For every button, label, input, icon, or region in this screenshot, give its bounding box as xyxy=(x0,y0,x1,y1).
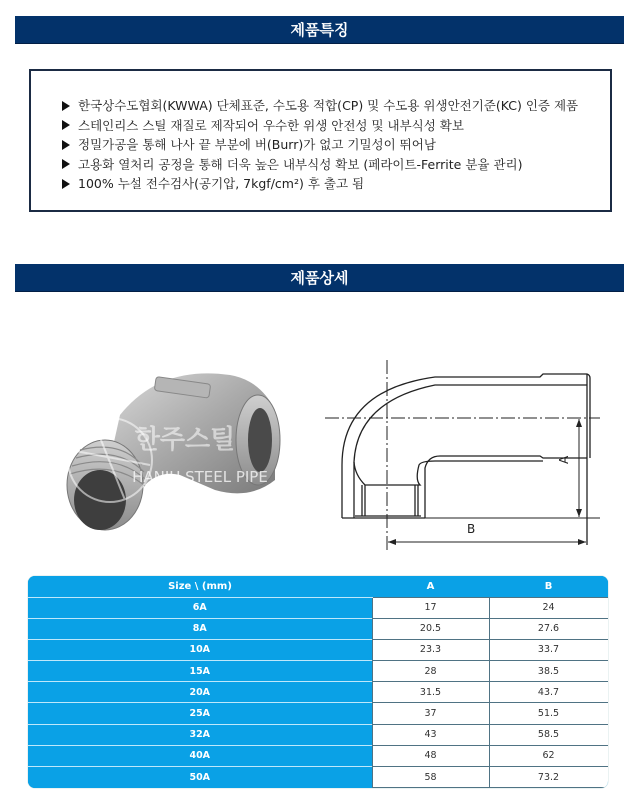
a-cell: 28 xyxy=(372,661,489,682)
dimension-table xyxy=(28,576,608,788)
elbow-dimension-drawing xyxy=(325,335,600,550)
a-cell: 37 xyxy=(372,703,489,724)
section-header-details xyxy=(15,264,624,292)
size-cell: 15A xyxy=(28,661,372,682)
street-elbow-image xyxy=(50,340,300,540)
feature-item xyxy=(62,155,578,175)
b-cell: 33.7 xyxy=(489,639,608,660)
feature-text: 한국상수도협회(KWWA) 단체표준, 수도용 적합(CP) 및 수도용 위생안전기준(KC) 인증 제품 xyxy=(78,98,579,113)
feature-text: 스테인리스 스틸 재질로 제작되어 우수한 위생 안전성 및 내부식성 확보 xyxy=(78,117,464,133)
dimension-label-a: A xyxy=(557,455,571,464)
triangle-bullet-icon xyxy=(62,179,70,189)
technical-drawing xyxy=(325,335,600,550)
watermark-text: HANJU STEEL PIPE xyxy=(132,468,268,486)
a-cell: 17 xyxy=(372,597,489,618)
feature-text: 100% 누설 전수검사(공기압, 7kgf/cm²) 후 출고 됨 xyxy=(78,176,365,191)
size-cell: 40A xyxy=(28,745,372,766)
triangle-bullet-icon xyxy=(62,140,70,150)
dimension-label-b: B xyxy=(467,522,476,536)
a-cell: 20.5 xyxy=(372,618,489,639)
a-cell: 23.3 xyxy=(372,639,489,660)
a-cell: 31.5 xyxy=(372,682,489,703)
b-cell: 27.6 xyxy=(489,618,608,639)
b-cell: 38.5 xyxy=(489,661,608,682)
table-row xyxy=(28,639,608,660)
table-header-row xyxy=(28,576,608,597)
feature-item xyxy=(62,116,578,136)
table-row xyxy=(28,703,608,724)
b-cell: 62 xyxy=(489,745,608,766)
section-title-details: 제품상세 xyxy=(290,269,349,287)
feature-text: 정밀가공을 통해 나사 끝 부분에 버(Burr)가 없고 기밀성이 뛰어남 xyxy=(78,137,436,152)
table-row xyxy=(28,661,608,682)
size-cell: 32A xyxy=(28,724,372,745)
features-list xyxy=(62,96,578,194)
table-row xyxy=(28,724,608,745)
a-cell: 43 xyxy=(372,724,489,745)
size-cell: 20A xyxy=(28,682,372,703)
size-cell: 10A xyxy=(28,639,372,660)
triangle-bullet-icon xyxy=(62,159,70,169)
size-cell: 25A xyxy=(28,703,372,724)
a-cell: 58 xyxy=(372,767,489,788)
header-a: A xyxy=(372,576,489,597)
size-cell: 6A xyxy=(28,597,372,618)
size-cell: 8A xyxy=(28,618,372,639)
section-title-features: 제품특징 xyxy=(290,21,349,39)
feature-text: 고용화 열처리 공정을 통해 더욱 높은 내부식성 확보 (페라이트-Ferrite 분율 관리) xyxy=(78,156,523,172)
b-cell: 24 xyxy=(489,597,608,618)
b-cell: 43.7 xyxy=(489,682,608,703)
size-cell: 50A xyxy=(28,767,372,788)
b-cell: 73.2 xyxy=(489,767,608,788)
b-cell: 51.5 xyxy=(489,703,608,724)
product-photo xyxy=(50,340,300,540)
table-row xyxy=(28,618,608,639)
feature-item xyxy=(62,135,578,155)
header-size: Size \ (mm) xyxy=(28,576,372,597)
table-row xyxy=(28,745,608,766)
section-header-features xyxy=(15,16,624,44)
features-box xyxy=(29,69,612,212)
a-cell: 48 xyxy=(372,745,489,766)
b-cell: 58.5 xyxy=(489,724,608,745)
feature-item xyxy=(62,96,578,116)
triangle-bullet-icon xyxy=(62,101,70,111)
feature-item xyxy=(62,174,578,194)
table-row xyxy=(28,597,608,618)
watermark-korean: 한주스틸 xyxy=(134,425,236,455)
triangle-bullet-icon xyxy=(62,120,70,130)
header-b: B xyxy=(489,576,608,597)
table-row xyxy=(28,767,608,788)
table-row xyxy=(28,682,608,703)
